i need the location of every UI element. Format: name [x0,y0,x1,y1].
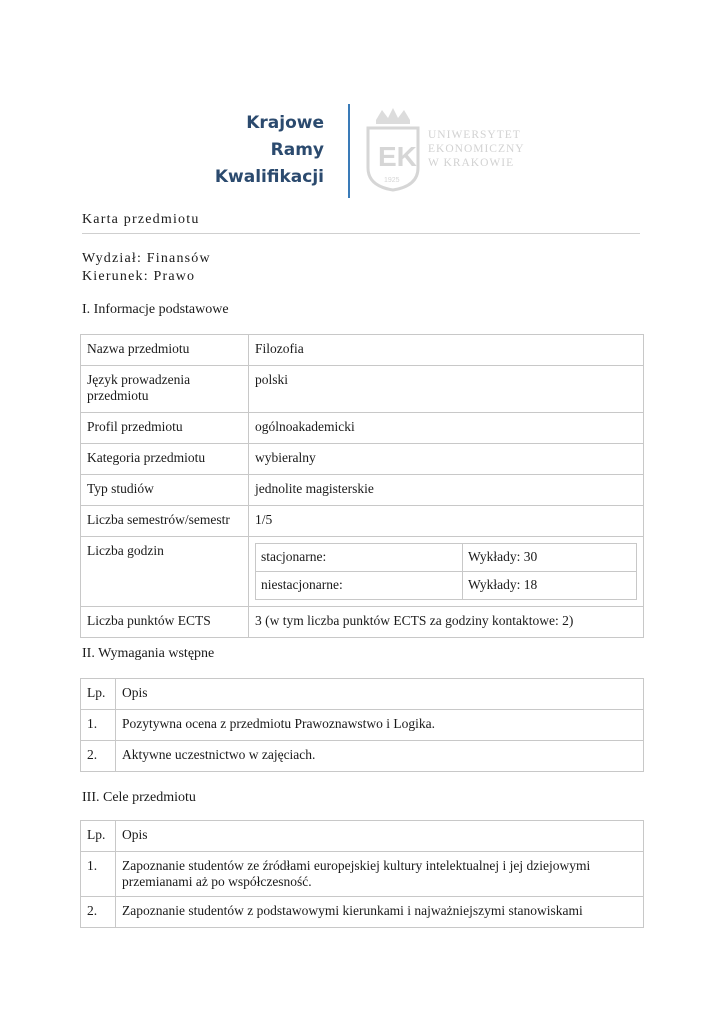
faculty-label: Wydział: Finansów [82,251,211,266]
table-row [81,607,644,638]
row-number: 1. [81,852,116,897]
krk-logo-line: Krajowe [246,113,324,133]
hours-table [255,543,637,600]
prerequisites-table [80,678,644,772]
table-row [81,710,644,741]
header-logos [214,100,556,200]
objectives-table [80,820,644,928]
column-header-lp: Lp. [81,679,116,710]
table-row [81,475,644,506]
column-header-desc: Opis [116,821,644,852]
row-label: Liczba godzin [81,537,249,607]
table-header-row [81,821,644,852]
column-header-lp: Lp. [81,821,116,852]
row-value: 1/5 [249,506,644,537]
row-value: polski [249,366,644,413]
table-header-row [81,679,644,710]
row-label: Liczba semestrów/semestr [81,506,249,537]
section-heading-objectives: III. Cele przedmiotu [82,790,196,805]
hours-value: Wykłady: 30 [463,544,637,572]
row-number: 2. [81,741,116,772]
study-mode: niestacjonarne: [256,572,463,600]
row-value: 3 (w tym liczba punktów ECTS za godziny kontaktowe: 2) [249,607,644,638]
row-label: Kategoria przedmiotu [81,444,249,475]
row-value: ogólnoakademicki [249,413,644,444]
row-description: Zapoznanie studentów ze źródłami europejskiej kultury intelektualnej i jej dziejowymi przemianami aż po współczesność. [116,852,644,897]
field-label: Kierunek: Prawo [82,269,196,284]
row-value: Filozofia [249,335,644,366]
table-row [81,444,644,475]
row-value: wybieralny [249,444,644,475]
table-row [81,506,644,537]
row-label: Profil przedmiotu [81,413,249,444]
row-label: Liczba punktów ECTS [81,607,249,638]
uek-crest-icon [362,106,424,192]
svg-text:EK: EK [378,141,417,172]
row-value [249,537,644,607]
hours-row [256,544,637,572]
row-description: Pozytywna ocena z przedmiotu Prawoznawstwo i Logika. [116,710,644,741]
table-row [81,741,644,772]
logo-divider [348,104,350,198]
hours-row [256,572,637,600]
title-divider [82,233,640,234]
uek-logo-text: UNIWERSYTET EKONOMICZNY W KRAKOWIE [428,129,525,169]
row-description: Zapoznanie studentów z podstawowymi kierunkami i najważniejszymi stanowiskami [116,897,644,928]
krk-logo [184,110,324,191]
section-heading-prerequisites: II. Wymagania wstępne [82,646,215,661]
hours-value: Wykłady: 18 [463,572,637,600]
document-title: Karta przedmiotu [82,212,200,227]
row-label: Typ studiów [81,475,249,506]
row-label: Język prowadzenia przedmiotu [81,366,249,413]
table-row [81,335,644,366]
row-value: jednolite magisterskie [249,475,644,506]
row-number: 2. [81,897,116,928]
study-mode: stacjonarne: [256,544,463,572]
krk-logo-line: Ramy [270,140,324,160]
svg-text:1925: 1925 [384,177,400,184]
row-description: Aktywne uczestnictwo w zajęciach. [116,741,644,772]
krk-logo-line: Kwalifikacji [214,167,324,187]
row-number: 1. [81,710,116,741]
table-row [81,366,644,413]
table-row [81,852,644,897]
table-row [81,537,644,607]
course-meta [82,250,211,286]
row-label: Nazwa przedmiotu [81,335,249,366]
column-header-desc: Opis [116,679,644,710]
basic-info-table [80,334,644,638]
table-row [81,413,644,444]
section-heading-basic-info: I. Informacje podstawowe [82,302,229,317]
table-row [81,897,644,928]
